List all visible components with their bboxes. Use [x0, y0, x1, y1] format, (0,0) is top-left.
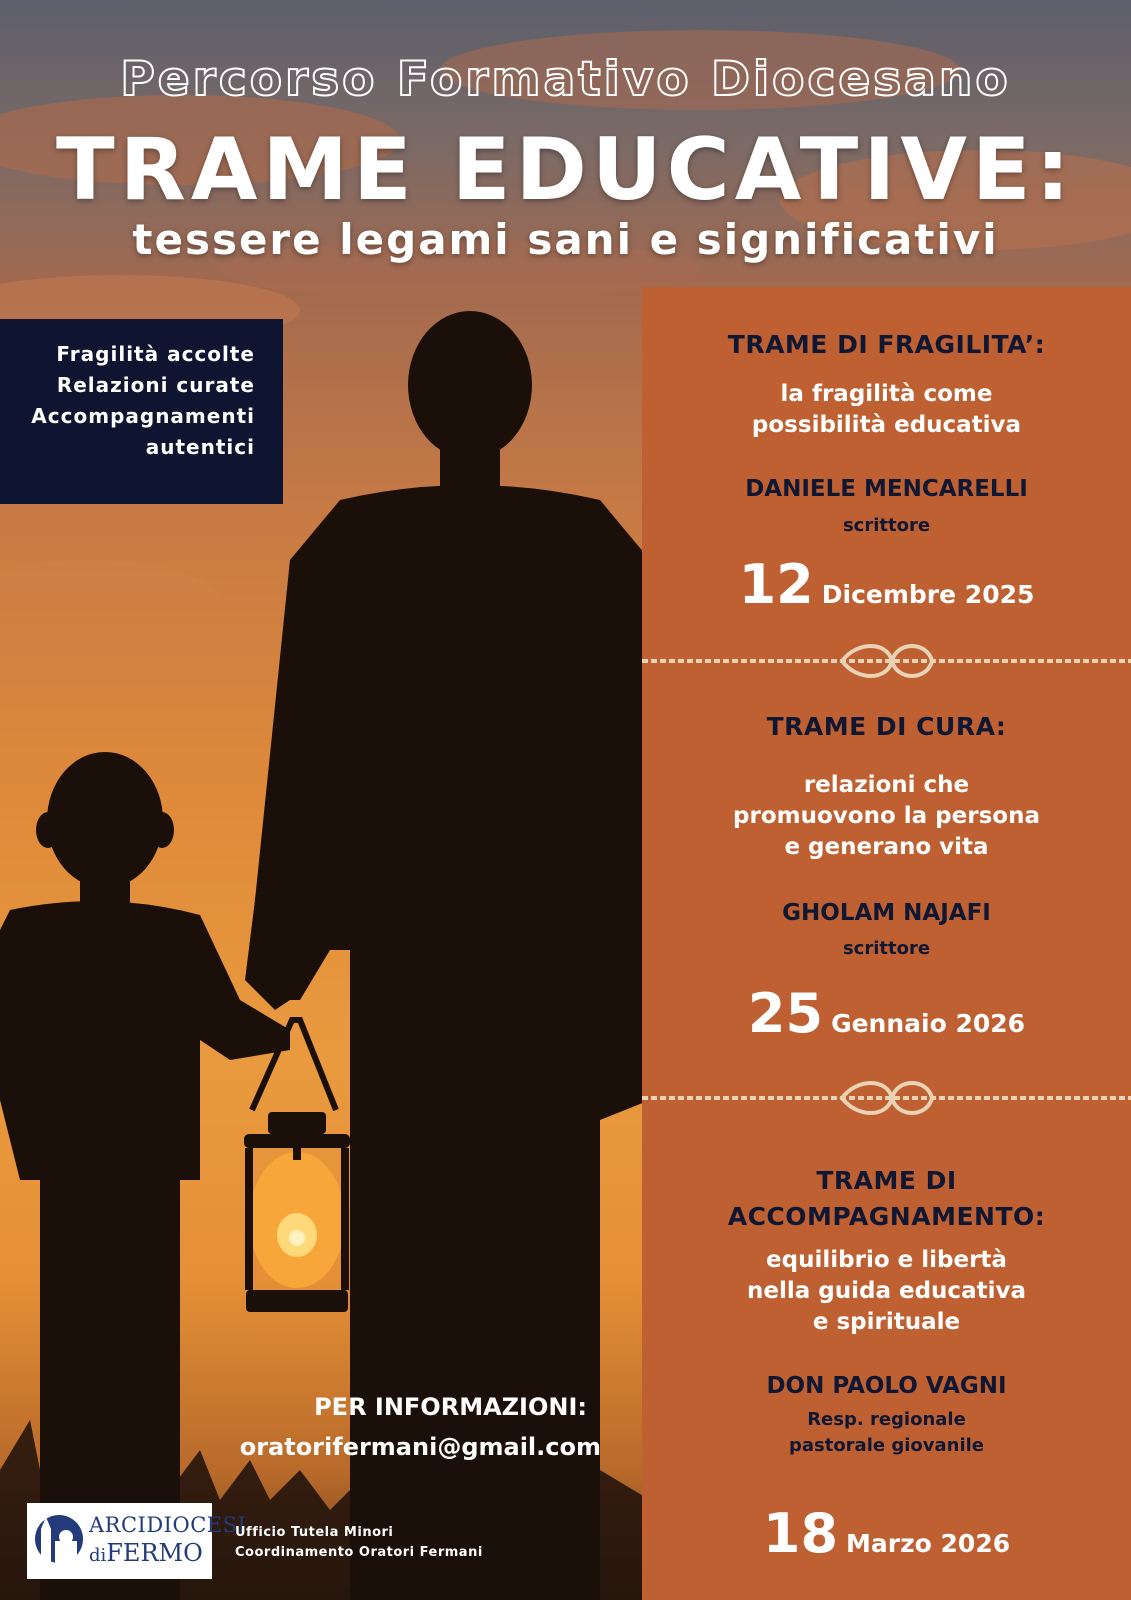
info-email-link[interactable]: oratorifermani@gmail.com	[239, 1433, 601, 1461]
event-2-title: TRAME DI CURA:	[766, 712, 1007, 741]
organizers: Ufficio Tutela Minori Coordinamento Oratori Fermani	[235, 1525, 483, 1560]
logo-line-1: ARCIDIOCESI	[89, 1513, 247, 1537]
tagline-item: Fragilità accolte	[56, 342, 255, 366]
tagline-box	[0, 319, 283, 504]
event-3-date	[642, 1502, 1131, 1565]
kicker-title: Percorso Formativo Diocesano	[120, 52, 1011, 107]
event-1-description: la fragilità come possibilità educativa	[751, 381, 1022, 438]
event-1-date	[642, 553, 1131, 616]
rope-knot-divider	[642, 636, 1131, 686]
event-2-date	[642, 982, 1131, 1045]
event-1-month-year: Dicembre 2025	[821, 580, 1035, 609]
logo-line-2: diFERMO	[89, 1539, 203, 1567]
event-3-month-year: Marzo 2026	[846, 1529, 1011, 1558]
main-title: TRAME EDUCATIVE:	[55, 120, 1076, 220]
event-3-role: Resp. regionale pastorale giovanile	[788, 1409, 985, 1456]
event-3-day: 18	[762, 1502, 839, 1565]
event-1-title: TRAME DI FRAGILITA’:	[727, 330, 1046, 359]
tagline-item: Accompagnamenti	[31, 404, 255, 428]
event-2-day: 25	[747, 982, 824, 1045]
event-2-speaker: GHOLAM NAJAFI	[782, 900, 991, 926]
tagline-item: Relazioni curate	[56, 373, 255, 397]
event-3-speaker: DON PAOLO VAGNI	[766, 1373, 1007, 1399]
event-1-speaker: DANIELE MENCARELLI	[745, 476, 1028, 502]
subtitle: tessere legami sani e significativi	[132, 215, 999, 264]
event-1-role: scrittore	[842, 515, 931, 536]
rope-knot-divider	[642, 1073, 1131, 1123]
event-2-month-year: Gennaio 2026	[831, 1009, 1026, 1038]
event-2-role: scrittore	[842, 938, 931, 959]
event-3-description: equilibrio e libertà nella guida educativa e spirituale	[747, 1247, 1026, 1335]
arcidiocesi-fermo-logo	[27, 1503, 247, 1579]
cathedral-icon	[33, 1509, 85, 1573]
event-2-description: relazioni che promuovono la persona e generano vita	[733, 772, 1040, 860]
tagline-item: autentici	[145, 435, 255, 459]
event-1-day: 12	[738, 553, 814, 616]
event-3-title: TRAME DI ACCOMPAGNAMENTO:	[727, 1166, 1046, 1231]
info-label: PER INFORMAZIONI:	[314, 1393, 587, 1421]
